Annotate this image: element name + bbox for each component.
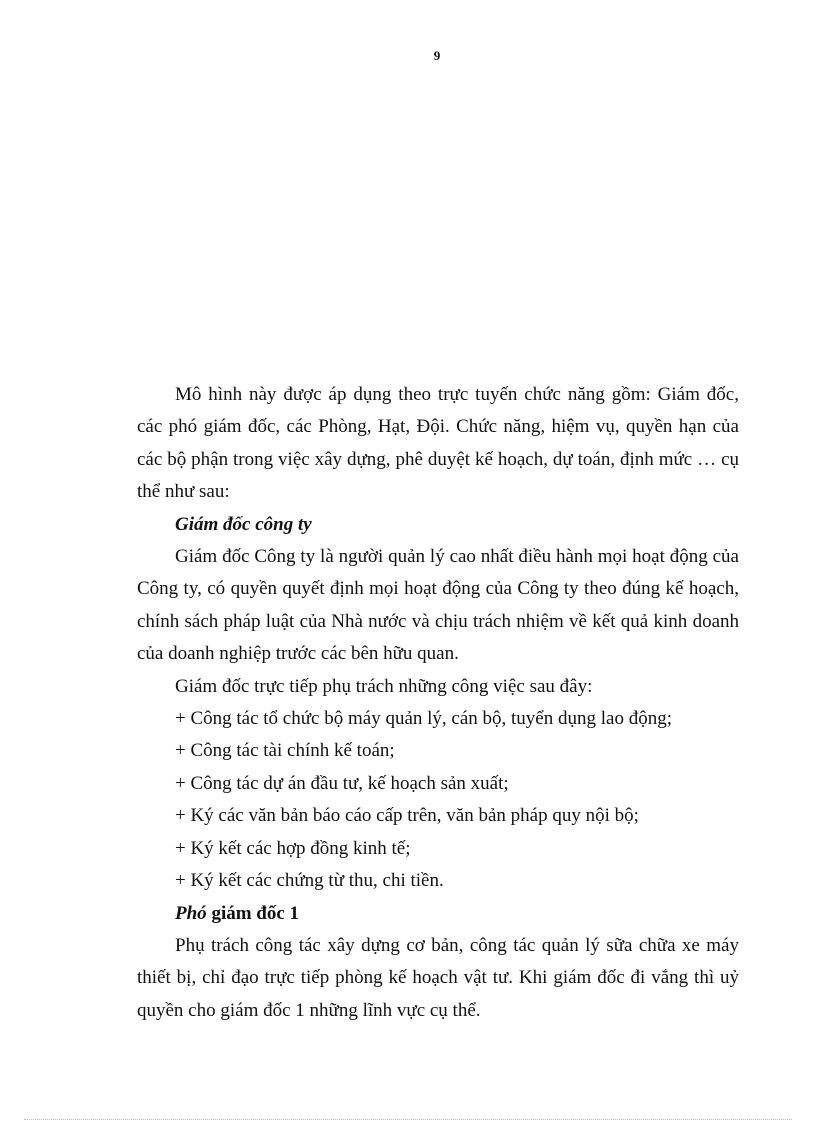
list-item: + Ký kết các hợp đồng kinh tế; xyxy=(175,837,411,859)
heading-director: Giám đốc công ty xyxy=(175,513,312,535)
footer-divider xyxy=(24,1119,792,1120)
paragraph-director-role: Giám đốc Công ty là người quản lý cao nhất điều hành mọi hoạt động của Công ty, có quyền quyết định mọi hoạt động của Công ty theo đúng kế hoạch, chính sách pháp luật của Nhà nước và chịu trách nhiệm về kết quả kinh doanh của doanh nghiệp trước các bên hữu quan. xyxy=(137,546,739,665)
list-item: + Công tác tổ chức bộ máy quản lý, cán bộ, tuyển dụng lao động; xyxy=(175,708,672,730)
list-item: + Ký kết các chứng từ thu, chi tiền. xyxy=(175,870,444,892)
heading-deputy-suffix: giám đốc 1 xyxy=(206,902,300,924)
paragraph-intro: Mô hình này được áp dụng theo trực tuyến chức năng gồm: Giám đốc, các phó giám đốc, các Phòng, Hạt, Đội. Chức năng, hiệm vụ, quyền hạn của các bộ phận trong việc xây dựng, phê duyệt kế hoạch, dự toán, định mức … cụ thể như sau: xyxy=(137,384,739,503)
list-item: + Công tác dự án đầu tư, kế hoạch sản xuất; xyxy=(175,772,509,794)
paragraph-deputy-role: Phụ trách công tác xây dựng cơ bản, công tác quản lý sữa chữa xe máy thiết bị, chỉ đạo trực tiếp phòng kế hoạch vật tư. Khi giám đốc đi vắng thì uỷ quyền cho giám đốc 1 những lĩnh vực cụ thể. xyxy=(137,934,739,1021)
list-item: + Công tác tài chính kế toán; xyxy=(175,740,395,762)
list-item: + Ký các văn bản báo cáo cấp trên, văn bản pháp quy nội bộ; xyxy=(175,805,639,827)
document-body xyxy=(137,379,739,1027)
paragraph-director-duties: Giám đốc trực tiếp phụ trách những công việc sau đây: xyxy=(175,675,593,697)
page-number: 9 xyxy=(433,48,441,63)
heading-deputy-director-1 xyxy=(137,898,739,930)
heading-deputy-prefix: Phó xyxy=(175,902,207,924)
